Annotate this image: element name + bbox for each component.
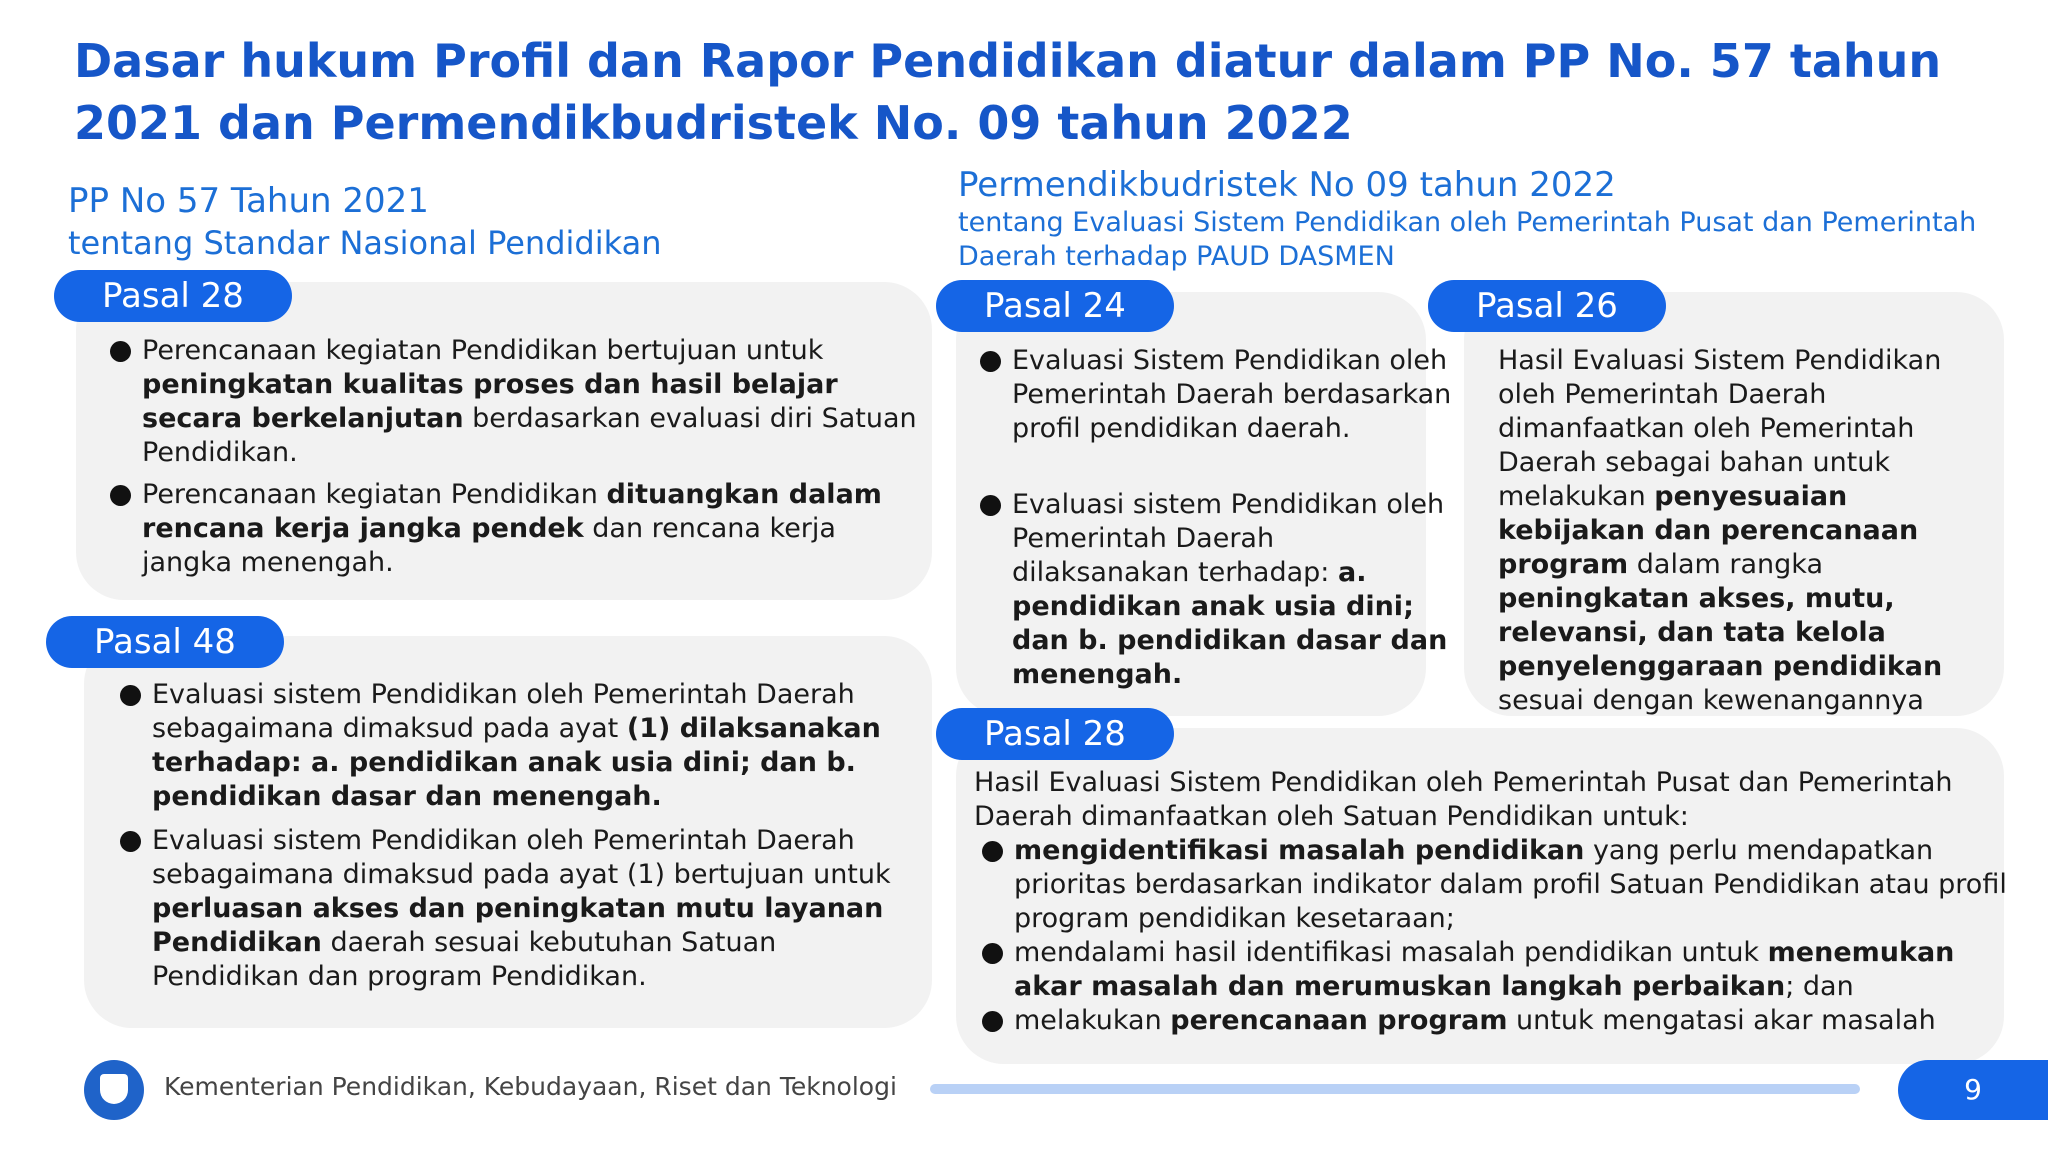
- pasal48-bullet-2: Evaluasi sistem Pendidikan oleh Pemerintah Daerah sebagaimana dimaksud pada ayat (1) bertujuan untuk perluasan akses dan peningkatan mutu layanan Pendidikan daerah sesuai kebutuhan Satuan Pendidikan dan program Pendidikan.: [120, 824, 912, 994]
- page-number: 9: [1898, 1060, 2048, 1120]
- pasal28-left-label: Pasal 28: [54, 270, 292, 322]
- right-source-subheading: tentang Evaluasi Sistem Pendidikan oleh Pemerintah Pusat dan Pemerintah Daerah terhadap PAUD DASMEN: [958, 207, 1977, 272]
- pasal28-left-bullet-2: Perencanaan kegiatan Pendidikan dituangkan dalam rencana kerja jangka pendek dan rencana kerja jangka menengah.: [110, 478, 922, 580]
- left-source-subheading: tentang Standar Nasional Pendidikan: [68, 224, 662, 262]
- bullet-dot-icon: [982, 841, 1003, 862]
- page-title: Dasar hukum Profil dan Rapor Pendidikan diatur dalam PP No. 57 tahun 2021 dan Permendikbudristek No. 09 tahun 2022: [74, 34, 1942, 150]
- left-source-heading: PP No 57 Tahun 2021: [68, 181, 429, 221]
- pasal48-bullet-1: Evaluasi sistem Pendidikan oleh Pemerintah Daerah sebagaimana dimaksud pada ayat (1) dilaksanakan terhadap: a. pendidikan anak usia dini; dan b. pendidikan dasar dan menengah.: [120, 678, 912, 814]
- right-source-header: [958, 164, 2018, 274]
- bullet-dot-icon: [982, 943, 1003, 964]
- pasal28-right-bullet-3: melakukan perencanaan program untuk mengatasi akar masalah: [982, 1004, 2024, 1038]
- pasal24-bullet-1: Evaluasi Sistem Pendidikan oleh Pemerintah Daerah berdasarkan profil pendidikan daerah.: [980, 344, 1452, 446]
- pasal24-label: Pasal 24: [936, 280, 1174, 332]
- bullet-dot-icon: [980, 495, 1001, 516]
- right-source-heading: Permendikbudristek No 09 tahun 2022: [958, 165, 1616, 205]
- pasal48-label: Pasal 48: [46, 616, 284, 668]
- bullet-dot-icon: [120, 831, 141, 852]
- pasal28-right-bullet-2: mendalami hasil identifikasi masalah pendidikan untuk menemukan akar masalah dan merumuskan langkah perbaikan; dan: [982, 936, 2024, 1004]
- pasal28-right-bullet-1: mengidentifikasi masalah pendidikan yang perlu mendapatkan prioritas berdasarkan indikator dalam profil Satuan Pendidikan atau profil program pendidikan kesetaraan;: [982, 834, 2024, 936]
- bullet-dot-icon: [980, 351, 1001, 372]
- pasal28-left-bullet-1: Perencanaan kegiatan Pendidikan bertujuan untuk peningkatan kualitas proses dan hasil belajar secara berkelanjutan berdasarkan evaluasi diri Satuan Pendidikan.: [110, 334, 922, 470]
- tut-wuri-handayani-logo-icon: [84, 1060, 144, 1120]
- footer-divider: [930, 1084, 1860, 1094]
- bullet-dot-icon: [120, 685, 141, 706]
- pasal28-right-intro: Hasil Evaluasi Sistem Pendidikan oleh Pemerintah Pusat dan Pemerintah Daerah dimanfaatkan oleh Satuan Pendidikan untuk:: [974, 767, 1953, 832]
- pasal24-bullet-2: Evaluasi sistem Pendidikan oleh Pemerintah Daerah dilaksanakan terhadap: a. pendidikan anak usia dini; dan b. pendidikan dasar dan menengah.: [980, 488, 1452, 692]
- footer-ministry: Kementerian Pendidikan, Kebudayaan, Riset dan Teknologi: [164, 1072, 897, 1101]
- bullet-dot-icon: [110, 341, 131, 362]
- pasal26-text: Hasil Evaluasi Sistem Pendidikan oleh Pemerintah Daerah dimanfaatkan oleh Pemerintah Daerah sebagai bahan untuk melakukan penyesuaian kebijakan dan perencanaan program dalam rangka peningkatan akses, mutu, relevansi, dan tata kelola penyelenggaraan pendidikan sesuai dengan kewenangannya: [1498, 345, 1943, 716]
- pasal28-right-label: Pasal 28: [936, 708, 1174, 760]
- pasal26-label: Pasal 26: [1428, 280, 1666, 332]
- left-source-header: [68, 180, 661, 264]
- bullet-dot-icon: [982, 1011, 1003, 1032]
- bullet-dot-icon: [110, 485, 131, 506]
